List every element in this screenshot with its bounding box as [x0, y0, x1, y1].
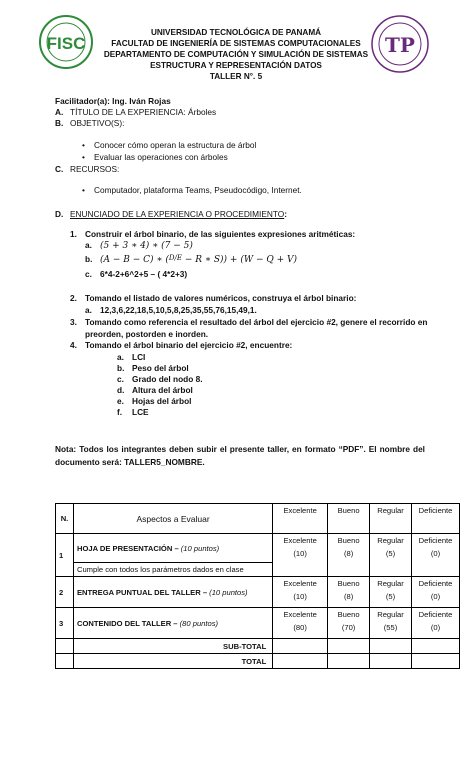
- exercise-2: [70, 293, 356, 303]
- exercise-4-item-letter: f.: [117, 407, 123, 417]
- header-faculty: FACULTAD DE INGENIERÍA DE SISTEMAS COMPUTACIONALES: [111, 39, 361, 48]
- exercise-4-item: [117, 396, 191, 406]
- exercise-4-item-letter: a.: [117, 352, 124, 362]
- cell-label: Excelente: [283, 610, 317, 619]
- section-c: [55, 164, 119, 175]
- table-row: [56, 577, 460, 608]
- cell-excelente: [273, 534, 328, 577]
- exercise-4-item-text: Hojas del árbol: [132, 396, 192, 406]
- exercise-2a-values: 12,3,6,22,18,5,10,5,8,25,35,55,76,15,49,1.: [100, 305, 257, 315]
- section-d-text: ENUNCIADO DE LA EXPERIENCIA O PROCEDIMIENTO: [70, 209, 285, 219]
- row-number: 3: [56, 608, 74, 639]
- section-b-letter: B.: [55, 118, 64, 128]
- cell-label: Excelente: [283, 536, 317, 545]
- cell-deficiente: [412, 608, 460, 639]
- exercise-4-number: 4.: [70, 340, 77, 350]
- total-label: TOTAL: [73, 654, 272, 669]
- exercise-4-item-letter: c.: [117, 374, 124, 384]
- exercise-4-text: Tomando el árbol binario del ejercicio #2, encuentre:: [85, 340, 293, 350]
- exercise-4-item-letter: e.: [117, 396, 124, 406]
- row-number: 2: [56, 577, 74, 608]
- cell-value: (55): [383, 623, 398, 632]
- resource-item: • Computador, plataforma Teams, Pseudocódigo, Internet.: [94, 185, 302, 195]
- cell-value: (8): [343, 549, 354, 558]
- cell-value: (5): [385, 549, 396, 558]
- section-c-letter: C.: [55, 164, 64, 174]
- fisc-logo-text: FISC: [46, 34, 86, 53]
- row-points: (10 puntos): [180, 543, 220, 553]
- cell-label: Regular: [377, 579, 404, 588]
- objective-item: • Evaluar las operaciones con árboles: [94, 152, 228, 162]
- section-a-text: TÍTULO DE LA EXPERIENCIA: Árboles: [70, 107, 217, 117]
- document-header: [100, 27, 372, 82]
- cell-value: (8): [343, 592, 354, 601]
- exercise-4-item: [117, 352, 145, 362]
- cell-label: Excelente: [283, 579, 317, 588]
- exercise-2-number: 2.: [70, 293, 77, 303]
- exercise-3-number: 3.: [70, 317, 77, 327]
- table-header-row: [56, 504, 460, 534]
- header-bueno: Bueno: [328, 504, 370, 534]
- exercise-4-item-letter: d.: [117, 385, 125, 395]
- cell-bueno: [328, 608, 370, 639]
- submission-note: Nota: Todos los integrantes deben subir el presente taller, en formato “PDF”. El nombre del documento será: TALLER5_NOMBRE.: [55, 444, 425, 467]
- section-d-colon: :: [284, 209, 287, 219]
- exercise-1b-fraction: D/E: [168, 254, 182, 262]
- header-course: ESTRUCTURA Y REPRESENTACIÓN DATOS: [150, 61, 322, 70]
- exercise-1b-letter: b.: [85, 254, 93, 264]
- cell-value: (10): [293, 592, 307, 601]
- exercise-1-number: 1.: [70, 229, 77, 239]
- row-aspect: [73, 534, 272, 563]
- exercise-4-item: [117, 407, 149, 417]
- row-aspect-separator: –: [200, 587, 210, 597]
- header-aspect: Aspectos a Evaluar: [73, 504, 272, 534]
- row-aspect-title: HOJA DE PRESENTACIÓN: [76, 543, 173, 553]
- row-aspect: [73, 608, 272, 639]
- cell-label: Bueno: [337, 536, 360, 545]
- cell-regular: [370, 608, 412, 639]
- cell-label: Bueno: [337, 610, 360, 619]
- section-a-letter: A.: [55, 107, 64, 117]
- cell-value: (0): [430, 592, 441, 601]
- exercise-4: [70, 340, 292, 350]
- row-note: Cumple con todos los parámetros dados en clase: [73, 563, 272, 577]
- exercise-2a: [85, 305, 257, 315]
- cell-label: Deficiente: [418, 579, 453, 588]
- exercise-1b-expression-part1: (A − B − C) ∗ (: [100, 255, 169, 265]
- exercise-1c-letter: c.: [85, 269, 92, 279]
- objective-item: • Conocer cómo operan la estructura de árbol: [94, 140, 256, 150]
- cell-value: (70): [341, 623, 356, 632]
- row-points: (10 puntos): [209, 587, 248, 597]
- section-a: [55, 107, 216, 118]
- exercise-4-item-letter: b.: [117, 363, 125, 373]
- cell-regular: [370, 577, 412, 608]
- cell-value: (0): [430, 549, 441, 558]
- cell-label: Regular: [377, 536, 404, 545]
- row-aspect-separator: –: [172, 543, 181, 553]
- exercise-3: [70, 317, 427, 327]
- exercise-1: [70, 229, 355, 239]
- exercise-4-item: [117, 374, 203, 384]
- header-deficiente: Deficiente: [412, 504, 460, 534]
- exercise-4-item-text: LCI: [132, 352, 146, 362]
- section-c-text: RECURSOS:: [70, 164, 120, 174]
- total-row: [56, 654, 460, 669]
- utp-logo-text: TP: [385, 33, 415, 57]
- exercise-3-line2: preorden, postorden e inorden.: [85, 329, 209, 339]
- row-aspect: [73, 577, 272, 608]
- header-regular: Regular: [370, 504, 412, 534]
- exercise-2-text: Tomando el listado de valores numéricos, construya el árbol binario:: [85, 293, 357, 303]
- cell-value: (5): [385, 592, 396, 601]
- row-points: (80 puntos): [179, 618, 219, 628]
- table-row: [56, 608, 460, 639]
- row-number: 1: [56, 534, 74, 577]
- exercise-1b: [85, 254, 297, 265]
- cell-bueno: [328, 577, 370, 608]
- evaluation-table: [55, 503, 460, 669]
- header-university: UNIVERSIDAD TECNOLÓGICA DE PANAMÁ: [150, 28, 322, 37]
- cell-label: Deficiente: [418, 536, 453, 545]
- exercise-4-item-text: LCE: [132, 407, 149, 417]
- cell-value: (10): [293, 549, 307, 558]
- exercise-2a-letter: a.: [85, 305, 92, 315]
- section-d-letter: D.: [55, 209, 64, 219]
- cell-value: (0): [430, 623, 441, 632]
- exercise-4-item-text: Peso del árbol: [132, 363, 189, 373]
- exercise-3-line1: Tomando como referencia el resultado del árbol del ejercicio #2, genere el recorrido en: [85, 317, 428, 327]
- header-excelente: Excelente: [273, 504, 328, 534]
- row-aspect-title: ENTREGA PUNTUAL DEL TALLER: [76, 587, 201, 597]
- cell-bueno: [328, 534, 370, 577]
- exercise-1a: [85, 240, 193, 251]
- facilitator-line: Facilitador(a): Ing. Iván Rojas: [55, 96, 171, 106]
- section-d: [55, 209, 287, 220]
- header-number: N.: [56, 504, 74, 534]
- subtotal-row: [56, 639, 460, 654]
- exercise-1c: [85, 269, 187, 279]
- row-aspect-separator: –: [171, 618, 180, 628]
- cell-label: Bueno: [337, 579, 360, 588]
- section-b-text: OBJETIVO(S):: [70, 118, 125, 128]
- utp-logo: [370, 14, 430, 74]
- exercise-1a-expression: (5 + 3 ∗ 4) ∗ (7 − 5): [100, 241, 193, 251]
- exercise-4-item: [117, 385, 193, 395]
- subtotal-label: SUB-TOTAL: [73, 639, 272, 654]
- exercise-4-item-text: Altura del árbol: [132, 385, 193, 395]
- exercise-4-item-text: Grado del nodo 8.: [132, 374, 203, 384]
- exercise-4-item: [117, 363, 189, 373]
- header-workshop: TALLER N°. 5: [209, 72, 263, 81]
- cell-label: Regular: [377, 610, 404, 619]
- cell-value: (80): [293, 623, 307, 632]
- cell-deficiente: [412, 577, 460, 608]
- row-aspect-title: CONTENIDO DEL TALLER: [76, 618, 172, 628]
- fisc-logo: [38, 14, 94, 70]
- section-b: [55, 118, 124, 129]
- exercise-1c-expression: 6*4-2+6^2+5 – ( 4*2+3): [100, 269, 188, 279]
- exercise-1a-letter: a.: [85, 240, 92, 250]
- exercise-1b-expression-part2: − R ∗ S)) + (W − Q + V): [182, 255, 298, 265]
- cell-label: Deficiente: [418, 610, 453, 619]
- table-row: [56, 534, 460, 563]
- header-department: DEPARTAMENTO DE COMPUTACIÓN Y SIMULACIÓN DE SISTEMAS: [103, 50, 369, 59]
- exercise-1-text: Construir el árbol binario, de las siguientes expresiones aritméticas:: [85, 229, 356, 239]
- cell-excelente: [273, 577, 328, 608]
- cell-excelente: [273, 608, 328, 639]
- cell-deficiente: [412, 534, 460, 577]
- cell-regular: [370, 534, 412, 577]
